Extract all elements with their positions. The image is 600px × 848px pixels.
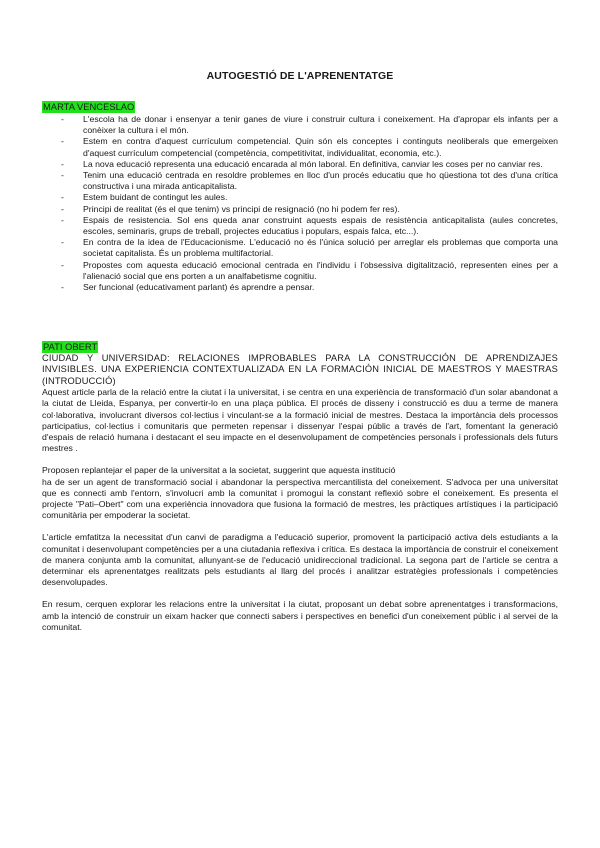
bullet-item: - L'escola ha de donar i ensenyar a tenir ganes de viure i construir cultura i coneixement. Ha d'apropar els infants per a conèixer la cultura i el món. — [42, 114, 558, 136]
bullet-item: - Ser funcional (educativament parlant) és aprendre a pensar. — [42, 282, 558, 293]
author-highlight-pati-obert: PATI OBERT — [43, 341, 98, 352]
paragraph-2-first-line: Proposen replantejar el paper de la universitat a la societat, suggerint que aquesta institució — [42, 465, 396, 476]
bullet-item: - Estem en contra d'aquest currículum competencial. Quin són els conceptes i continguts neoliberals que emergeixen d'aquest currículum competencial (competència, competitivitat, individualitat, economia, etc.). — [42, 136, 558, 158]
document-title: AUTOGESTIÓ DE L'APRENENTATGE — [206, 70, 394, 82]
bullet-item: - Tenim una educació centrada en resoldre problemes en lloc d'un procés educatiu que ho qüestiona tot des d'una crítica constructiva i una mirada anticapitalista. — [42, 170, 558, 192]
bullet-item: - En contra de la idea de l'Educacionisme. L'educació no és l'única solució per arreglar els problemas que comporta una societat capitalista. És un problema multifactorial. — [42, 237, 558, 259]
bullet-item: - Estem buidant de contingut les aules. — [42, 192, 558, 203]
paragraph-1: Aquest article parla de la relació entre la ciutat i la universitat, i se centra en una experiència de transformació d'un solar abandonat a la ciutat de Lleida, Espanya, per convertir-lo en una plaça pública. El procés de disseny i construcció es duu a terme de manera col·laborativa, involucrant diversos col·lectius i vinculant-se a la formació inicial de mestres. Destaca la importància dels processos participatius, col·lectius i comunitaris que permeten repensar i dissenyar l'espai públic a través de l'art, fomentant la generació d'espais de relació humana i destacant el seu impacte en el desenvolupament de competències personals i professionals dels futurs mestres . — [42, 387, 558, 454]
article-heading: CIUDAD Y UNIVERSIDAD: RELACIONES IMPROBABLES PARA LA CONSTRUCCIÓN DE APRENDIZAJES INVISIBLES. UNA EXPERIENCIA CONTEXTUALIZADA EN LA FORMACIÓN INICIAL DE MAESTROS Y MAESTRAS (INTRODUCCIÓ) — [42, 353, 558, 386]
bullet-list — [42, 114, 558, 293]
paragraph-3: L'article emfatitza la necessitat d'un canvi de paradigma a l'educació superior, promovent la participació activa dels estudiants a la comunitat i desenvolupant competències per a una ciutadania reflexiva i crítica. Es destaca la importància de construir el coneixement de manera conjunta amb la comunitat, allunyant-se de l'educació unidireccional tradicional. La segona part de l'article se centra a determinar els aprenentatges realitzats pels estudiants al llarg del procés i analitzar estratègies professionals i competències desenvolupades. — [42, 532, 558, 588]
bullet-item: - La nova educació representa una educació encarada al món laboral. En definitiva, canviar les coses per no canviar res. — [42, 159, 558, 170]
paragraph-4: En resum, cerquen explorar les relacions entre la universitat i la ciutat, proposant un debat sobre aprenentatges i transformacions, amb la intenció de construir un eixam hacker que connecti sabers i perspectives en benefici d'un coneixement públic i al servei de la comunitat. — [42, 599, 558, 632]
bullet-item: - Principi de realitat (és el que tenim) vs principi de resignació (no hi podem fer res). — [42, 204, 558, 215]
paragraph-2: ha de ser un agent de transformació social i abandonar la perspectiva mercantilista del coneixement. S'advoca per una universitat que es connecti amb l'entorn, s'involucri amb la comunitat i promogui la constant reflexió sobre el coneixement. Es presenta el projecte "Pati–Obert" com una experiència innovadora que fusiona la formació de mestres, les pràctiques artístiques i la participació comunitària per empoderar la societat. — [42, 476, 558, 521]
article-summary — [42, 353, 558, 633]
bullet-item: - Propostes com aquesta educació emocional centrada en l'individu i l'obsessiva digitalització, representen eines per a l'alienació social que ens porten a un analfabetisme cognitiu. — [42, 260, 558, 282]
bullet-item: - Espais de resistencia. Sol ens queda anar construint aquests espais de resistència anticapitalista (aules concretes, escoles, seminaris, grups de treball, projectes educatius i populars, espais falca, etc...). — [42, 215, 558, 237]
author-highlight-marta: MARTA VENCESLAO — [43, 101, 135, 112]
